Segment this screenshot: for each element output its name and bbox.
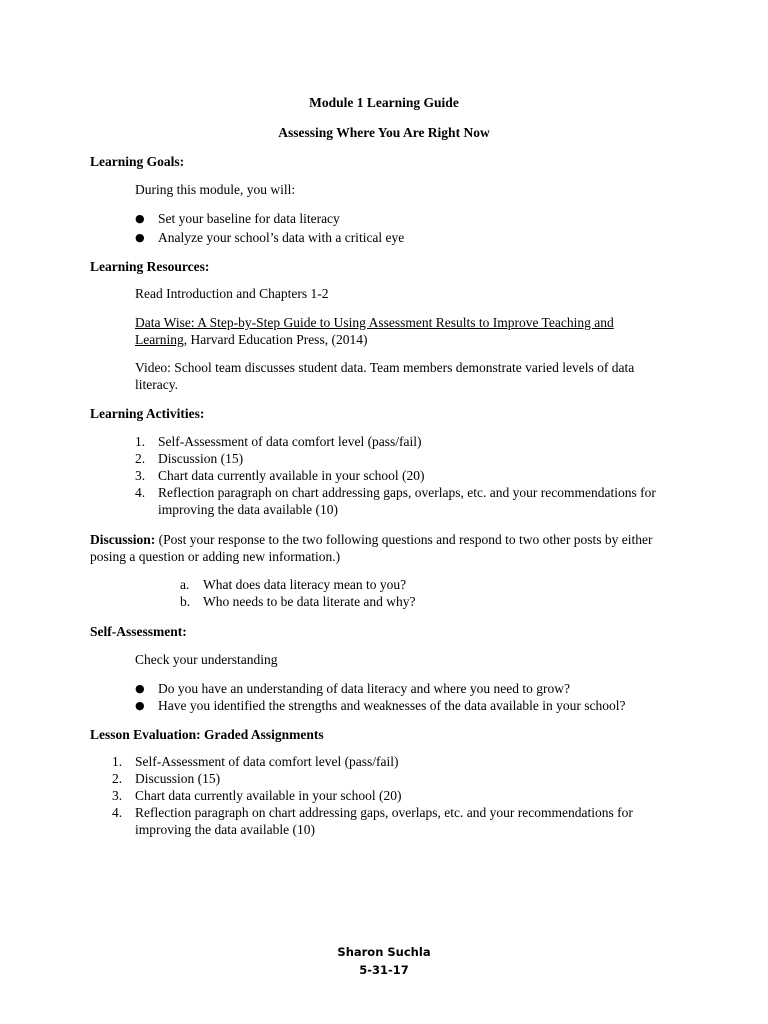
discussion-label: Discussion:: [90, 532, 156, 547]
list-item: [135, 229, 675, 246]
learning-activities-heading: Learning Activities:: [90, 406, 205, 421]
list-item: [135, 484, 675, 518]
book-citation: [135, 314, 635, 348]
footer-author: Sharon Suchla: [337, 945, 431, 959]
list-item-text: Chart data currently available in your school (20): [158, 468, 425, 483]
list-item-text: Self-Assessment of data comfort level (pass/fail): [135, 754, 399, 769]
list-item-text: Set your baseline for data literacy: [158, 211, 340, 226]
list-item-text: What does data literacy mean to you?: [203, 577, 407, 592]
list-number: 2.: [135, 451, 146, 466]
list-number: 4.: [135, 485, 146, 500]
page-subtitle: Assessing Where You Are Right Now: [278, 125, 490, 140]
list-letter: a.: [180, 577, 190, 592]
list-item: [180, 576, 660, 593]
graded-assignments-list: [112, 753, 652, 838]
bullet-icon: ●: [135, 699, 145, 712]
learning-activities-list: [135, 433, 675, 518]
learning-goals-list: [135, 210, 675, 246]
list-item: [135, 467, 675, 484]
list-item-text: Analyze your school’s data with a critical eye: [158, 230, 405, 245]
list-item-text: Who needs to be data literate and why?: [203, 594, 416, 609]
list-number: 3.: [112, 788, 123, 803]
footer-date: 5-31-17: [359, 963, 409, 977]
list-item-text: Discussion (15): [158, 451, 244, 466]
list-item: [112, 804, 652, 838]
bullet-icon: ●: [135, 231, 145, 244]
lesson-evaluation-heading: Lesson Evaluation: Graded Assignments: [90, 727, 324, 742]
book-title: Data Wise: A Step-by-Step Guide to Using Assessment Results to Improve Teaching and Learning: [135, 315, 614, 347]
self-assessment-heading: Self-Assessment:: [90, 624, 187, 639]
list-item-text: Do you have an understanding of data literacy and where you need to grow?: [158, 681, 570, 696]
list-number: 2.: [112, 771, 123, 786]
self-assessment-intro: Check your understanding: [135, 652, 278, 667]
learning-goals-intro: During this module, you will:: [135, 182, 296, 197]
learning-resources-heading: Learning Resources:: [90, 259, 210, 274]
list-item: [135, 433, 675, 450]
list-item: [135, 680, 695, 697]
page-title: Module 1 Learning Guide: [309, 95, 459, 110]
list-number: 3.: [135, 468, 146, 483]
list-item: [180, 593, 660, 610]
list-item-text: Discussion (15): [135, 771, 221, 786]
list-item: [135, 210, 675, 227]
list-number: 4.: [112, 805, 123, 820]
list-item: [135, 450, 675, 467]
list-item: [112, 753, 652, 770]
bullet-icon: ●: [135, 212, 145, 225]
reading-assignment: Read Introduction and Chapters 1-2: [135, 286, 329, 301]
list-letter: b.: [180, 594, 191, 609]
list-item-text: Self-Assessment of data comfort level (pass/fail): [158, 434, 422, 449]
list-item-text: Reflection paragraph on chart addressing gaps, overlaps, etc. and your recommendations for improving the data available (10): [158, 485, 656, 517]
learning-goals-heading: Learning Goals:: [90, 154, 185, 169]
list-item-text: Reflection paragraph on chart addressing gaps, overlaps, etc. and your recommendations for improving the data available (10): [135, 805, 633, 837]
video-resource: Video: School team discusses student data. Team members demonstrate varied levels of data literacy.: [135, 360, 635, 392]
self-assessment-list: [135, 680, 695, 714]
discussion-questions-list: [180, 576, 660, 610]
discussion-paragraph: [90, 531, 672, 565]
list-item: [112, 770, 652, 787]
list-item: [112, 787, 652, 804]
book-publisher: , Harvard Education Press, (2014): [183, 332, 368, 347]
list-number: 1.: [112, 754, 123, 769]
list-number: 1.: [135, 434, 146, 449]
list-item-text: Have you identified the strengths and weaknesses of the data available in your school?: [158, 698, 626, 713]
discussion-text: (Post your response to the two following questions and respond to two other posts by either posing a question or adding new information.): [90, 532, 653, 564]
bullet-icon: ●: [135, 682, 145, 695]
list-item-text: Chart data currently available in your school (20): [135, 788, 402, 803]
list-item: [135, 697, 695, 714]
